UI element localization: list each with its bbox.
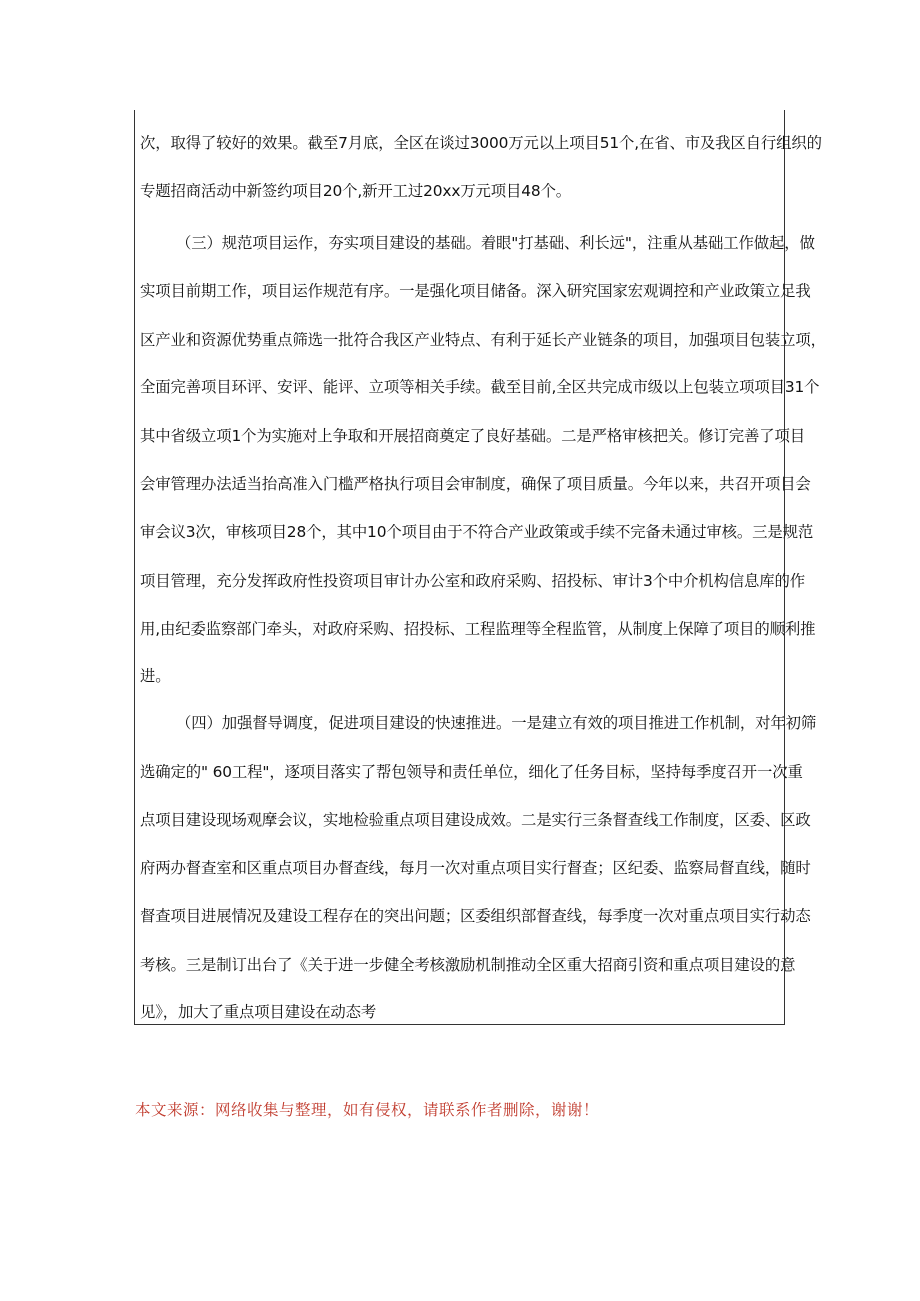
paragraph-line: 府两办督查室和区重点项目办督查线，每月一次对重点项目实行督查；区纪委、监察局督直线，随时 bbox=[140, 859, 811, 877]
document-frame bbox=[134, 110, 826, 1025]
paragraph-line: 考核。三是制订出台了《关于进一步健全考核激励机制推动全区重大招商引资和重点项目建设的意 bbox=[140, 956, 796, 974]
paragraph-line: 审会议3次，审核项目28个，其中10个项目由于不符合产业政策或手续不完备未通过审核。三是规范 bbox=[140, 523, 814, 541]
paragraph-line: 区产业和资源优势重点筛选一批符合我区产业特点、有利于延长产业链条的项目，加强项目包装立项， bbox=[140, 331, 826, 349]
paragraph-line: 督查项目进展情况及建设工程存在的突出问题；区委组织部督查线，每季度一次对重点项目实行动态 bbox=[140, 907, 811, 925]
paragraph-line: 实项目前期工作，项目运作规范有序。一是强化项目储备。深入研究国家宏观调控和产业政策立足我 bbox=[140, 282, 811, 300]
paragraph-line: 进。 bbox=[140, 667, 171, 685]
paragraph-line: 用,由纪委监察部门牵头，对政府采购、招投标、工程监理等全程监管，从制度上保障了项目的顺利推 bbox=[140, 620, 816, 638]
paragraph-line: 专题招商活动中新签约项目20个,新开工过20xx万元项目48个。 bbox=[140, 182, 572, 200]
paragraph-line: （四）加强督导调度，促进项目建设的快速推进。一是建立有效的项目推进工作机制，对年初筛 bbox=[176, 714, 817, 732]
paragraph-line: 次，取得了较好的效果。截至7月底，全区在谈过3000万元以上项目51个,在省、市及我区自行组织的 bbox=[140, 134, 822, 152]
paragraph-line: 其中省级立项1个为实施对上争取和开展招商奠定了良好基础。二是严格审核把关。修订完善了项目 bbox=[140, 427, 805, 445]
paragraph-line: 会审管理办法适当抬高准入门槛严格执行项目会审制度，确保了项目质量。今年以来，共召开项目会 bbox=[140, 475, 811, 493]
paragraph-line: 全面完善项目环评、安评、能评、立项等相关手续。截至目前,全区共完成市级以上包装立项项目31个 bbox=[140, 378, 820, 396]
paragraph-line: 项目管理，充分发挥政府性投资项目审计办公室和政府采购、招投标、审计3个中介机构信息库的作 bbox=[140, 572, 805, 590]
source-note: 本文来源：网络收集与整理，如有侵权，请联系作者删除，谢谢！ bbox=[135, 1101, 600, 1119]
paragraph-line: （三）规范项目运作，夯实项目建设的基础。着眼"打基础、利长远"，注重从基础工作做起，做 bbox=[176, 234, 815, 252]
paragraph-line: 点项目建设现场观摩会议，实地检验重点项目建设成效。二是实行三条督查线工作制度，区委、区政 bbox=[140, 811, 811, 829]
paragraph-line: 见》，加大了重点项目建设在动态考 bbox=[140, 1003, 377, 1021]
paragraph-line: 选确定的" 60工程"，逐项目落实了帮包领导和责任单位，细化了任务目标，坚持每季度召开一次重 bbox=[140, 763, 803, 781]
